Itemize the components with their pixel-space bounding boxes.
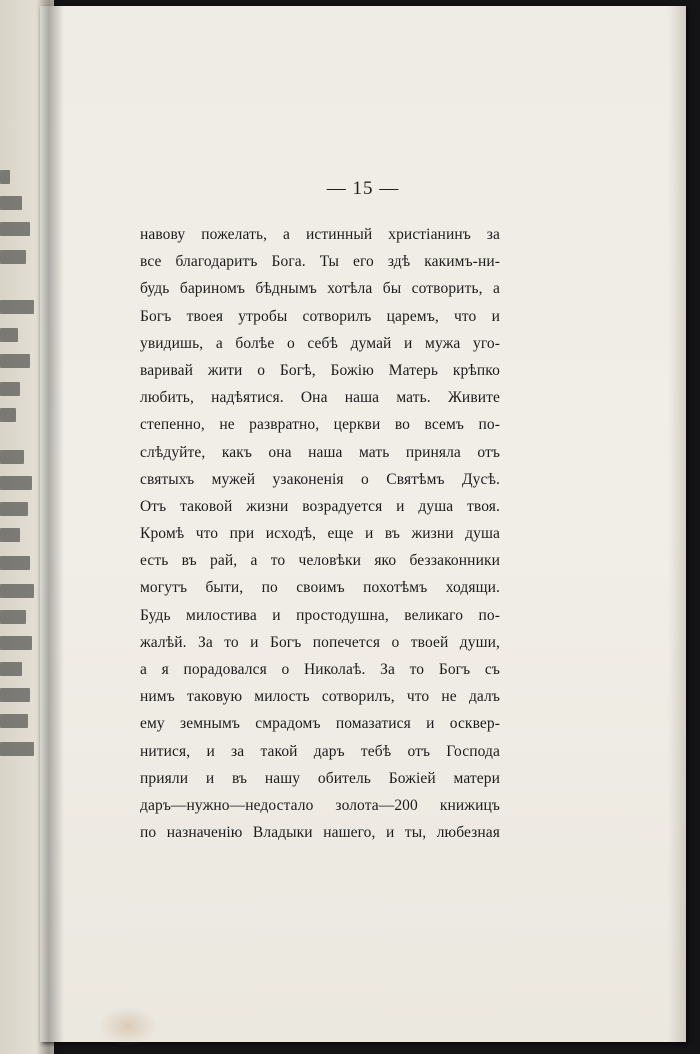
facing-page-text-fragment: [0, 170, 10, 184]
facing-page-text-fragment: [0, 502, 28, 516]
page-edge-shade: [668, 6, 686, 1042]
paper-stain: [98, 1006, 158, 1046]
text-line: навову пожелать, а истинный христіанинъ за: [140, 226, 500, 243]
text-line: варивай жити о Богѣ, Божію Матерь крѣпко: [140, 361, 500, 379]
text-line: Отъ таковой жизни возрадуется и душа твоя.: [140, 497, 500, 515]
text-line: могутъ быти, по своимъ похотѣмъ ходящи.: [140, 579, 500, 597]
facing-page-text-fragment: [0, 328, 18, 342]
facing-page-text-fragment: [0, 584, 34, 598]
text-line: ему земнымъ смрадомъ помазатися и осквер-: [140, 715, 500, 733]
facing-page-text-fragment: [0, 610, 26, 624]
text-line: Будь милостива и простодушна, великаго по-: [140, 606, 500, 624]
facing-page-text-fragment: [0, 714, 28, 728]
facing-page-text-fragment: [0, 528, 20, 542]
text-line: нитися, и за такой даръ тебѣ отъ Господа: [140, 742, 500, 760]
text-line: Богъ твоея утробы сотворилъ царемъ, что и: [140, 307, 500, 325]
body-text: [140, 221, 500, 846]
facing-page-text-fragment: [0, 250, 26, 264]
text-line: увидишь, а болѣе о себѣ думай и мужа уго-: [140, 334, 500, 352]
text-line: а я порадовался о Николаѣ. За то Богъ съ: [140, 661, 500, 678]
text-line: нимъ таковую милость сотворилъ, что не далъ: [140, 688, 500, 706]
facing-page-text-fragment: [0, 450, 24, 464]
text-line: Кромѣ что при исходѣ, еще и въ жизни душа: [140, 525, 500, 543]
text-line: даръ—нужно—недостало золота—200 книжицъ: [140, 796, 500, 814]
facing-page-text-fragment: [0, 382, 20, 396]
text-line: степенно, не развратно, церкви во всемъ по-: [140, 416, 500, 434]
facing-page-text-fragment: [0, 196, 22, 210]
facing-page-text-fragment: [0, 354, 30, 368]
text-line: будь бариномъ бѣднымъ хотѣла бы сотворить, а: [140, 280, 500, 298]
text-line: любить, надѣятися. Она наша мать. Живите: [140, 389, 500, 407]
facing-page-text-fragment: [0, 222, 30, 236]
facing-page-text-fragment: [0, 662, 22, 676]
facing-page-text-fragment: [0, 742, 34, 756]
facing-page-text-fragment: [0, 556, 30, 570]
text-line: есть въ рай, а то человѣки яко беззаконники: [140, 552, 500, 570]
book-page: [40, 6, 686, 1042]
text-line: прияли и въ нашу обитель Божіей матери: [140, 769, 500, 787]
facing-page-text-fragment: [0, 300, 34, 314]
spine-shadow: [36, 0, 64, 1054]
facing-page-text-fragment: [0, 688, 30, 702]
facing-page-text-fragment: [0, 636, 32, 650]
facing-page-text-fragment: [0, 408, 16, 422]
facing-page-text-fragment: [0, 476, 32, 490]
text-line: святыхъ мужей узаконенія о Святѣмъ Дусѣ.: [140, 470, 500, 488]
text-line: все благодаритъ Бога. Ты его здѣ какимъ-ни-: [140, 253, 500, 271]
text-line: по назначенію Владыки нашего, и ты, любезная: [140, 824, 500, 842]
text-line: слѣдуйте, какъ она наша мать приняла отъ: [140, 443, 500, 461]
page-number: — 15 —: [326, 178, 400, 199]
text-line: жалѣй. За то и Богъ попечется о твоей души,: [140, 633, 500, 651]
